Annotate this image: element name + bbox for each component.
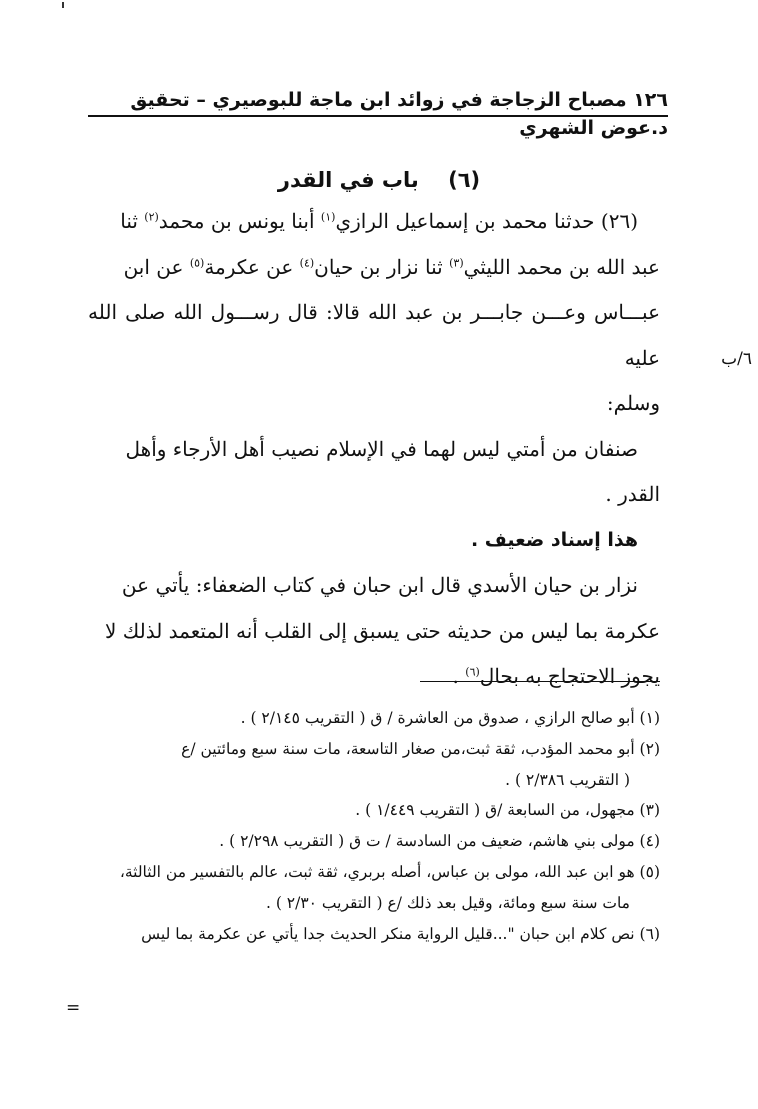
hadith-text: عبد الله بن محمد الليثي xyxy=(463,254,660,279)
footnote-6: (٦) نص كلام ابن حبان "...قليل الرواية منكر الحديث جدا يأتي عن عكرمة بما ليس xyxy=(141,924,660,943)
hadith-text: ثنا xyxy=(120,209,145,233)
footnote-2-continued: ( التقريب ٢/٣٨٦ ) . xyxy=(505,770,630,789)
hadith-text: ثنا نزار بن حيان xyxy=(314,254,450,279)
chapter-number: (٦) xyxy=(448,168,481,192)
footnote-ref-2: (٢) xyxy=(144,210,159,224)
main-text xyxy=(88,199,660,700)
matn-line-1: صنفان من أمتي ليس لهما في الإسلام نصيب أهل الأرجاء وأهل xyxy=(125,436,638,461)
running-header: ١٢٦ مصباح الزجاجة في زوائد ابن ماجة للبوصيري – تحقيق د.عوض الشهري xyxy=(130,89,668,139)
hadith-line-2 xyxy=(88,245,660,291)
header-rule xyxy=(88,115,668,117)
commentary-text: يجوز الاحتجاج به بحال xyxy=(479,664,660,688)
footnote-ref-1: (١) xyxy=(320,210,336,224)
hadith-text: عن ابن xyxy=(123,254,190,279)
footnotes xyxy=(88,703,660,949)
footnote-separator xyxy=(420,681,660,682)
hadith-text: أبنا يونس بن محمد xyxy=(158,209,321,233)
chapter-heading xyxy=(0,162,758,198)
hadith-text: عن عكرمة xyxy=(204,254,300,279)
footnote-ref-3: (٣) xyxy=(449,255,464,269)
hadith-line-1 xyxy=(88,199,660,245)
continuation-mark: = xyxy=(66,998,81,1018)
hadith-line-3: عبـــاس وعـــن جابـــر بن عبد الله قالا: قال رســـول الله صلى الله عليه xyxy=(88,300,660,370)
isnad-grading: هذا إسناد ضعيف . xyxy=(470,528,638,551)
commentary-line-1: نزار بن حيان الأسدي قال ابن حبان في كتاب الضعفاء: يأتي عن xyxy=(121,573,638,597)
footnote-2: (٢) أبو محمد المؤدب، ثقة ثبت،من صغار التاسعة، مات سنة سبع ومائتين /ع xyxy=(181,739,660,758)
manuscript-folio-note: ٦/ب xyxy=(721,349,752,369)
hadith-text: (٢٦) حدثنا محمد بن إسماعيل الرازي xyxy=(335,209,638,233)
scan-mark xyxy=(62,2,64,8)
footnote-ref-5: (٥) xyxy=(189,255,205,269)
chapter-title: باب في القدر xyxy=(277,168,419,192)
commentary-line-2: عكرمة بما ليس من حديثه حتى يسبق إلى القلب أنه المتعمد لذلك لا xyxy=(105,618,660,643)
footnote-ref-6: (٦) xyxy=(465,665,480,679)
commentary-text: . xyxy=(452,664,466,688)
hadith-line-4: وسلم: xyxy=(606,391,660,415)
footnote-ref-4: (٤) xyxy=(299,255,315,269)
footnote-3: (٣) مجهول، من السابعة /ق ( التقريب ١/٤٤٩ ) . xyxy=(355,801,660,820)
footnote-1: (١) أبو صالح الرازي ، صدوق من العاشرة / ق ( التقريب ٢/١٤٥ ) . xyxy=(240,709,660,727)
footnote-4: (٤) مولى بني هاشم، ضعيف من السادسة / ت ق ( التقريب ٢/٢٩٨ ) . xyxy=(219,832,660,851)
footnote-5-continued: مات سنة سبع ومائة، وقيل بعد ذلك /ع ( التقريب ٢/٣٠ ) . xyxy=(265,893,630,912)
commentary-line-3 xyxy=(88,654,660,700)
footnote-5: (٥) هو ابن عبد الله، مولى بن عباس، أصله بربري، ثقة ثبت، عالم بالتفسير من الثالثة، xyxy=(119,862,660,881)
matn-line-2: القدر . xyxy=(605,482,660,506)
